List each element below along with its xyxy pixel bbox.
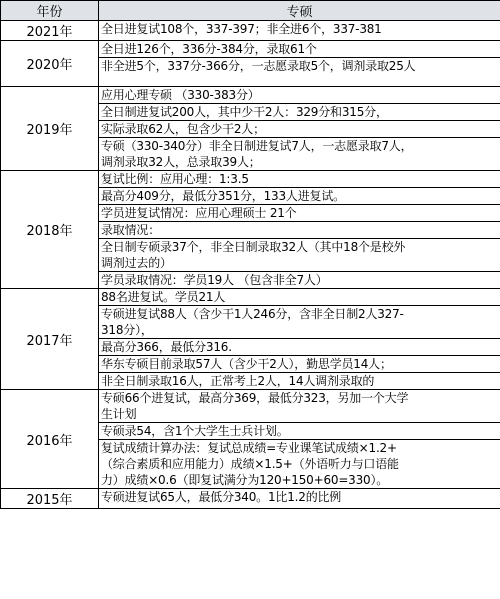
detail-spacer [99,74,500,86]
table-row [1,171,500,289]
detail-line: 华东专硕目前录取57人（含少干2人），勤思学员14人； [99,355,500,372]
detail-line: 88名进复试。学员21人 [101,290,226,304]
detail-line: 专硕录54，含1个大学生士兵计划。 [99,422,500,439]
detail-line: 复试成绩计算办法：复试总成绩=专业课笔试成绩×1.2+ [99,439,500,456]
detail-cell [99,41,500,87]
detail-line: 实际录取62人，包含少干2人； [99,120,500,137]
table-row [1,390,500,489]
detail-line: 非全日制录取16人，正常考上2人，14人调剂录取的 [99,372,500,389]
detail-line: 318分）， [101,323,153,337]
detail-line: 专硕进复试88人（含少干1人246分，含非全日制2人327- [99,305,500,322]
detail-line: 学员录取情况：学员19人 （包含非全7人） [99,271,500,288]
year-cell: 2019年 [1,87,99,171]
detail-line: 全日进复试108个，337-397；非全进6个，337-381 [101,22,382,36]
detail-line: 全日进126个，336分-384分，录取61个 [101,42,317,56]
detail-cell [99,489,500,509]
year-column-header: 年份 [1,1,99,21]
year-cell: 2021年 [1,21,99,41]
table-row [1,21,500,41]
header-row [1,1,500,21]
table-row [1,489,500,509]
table-row [1,87,500,171]
detail-line: 非全进5个，337分-366分，一志愿录取5个，调剂录取25人 [99,57,500,74]
year-cell: 2017年 [1,289,99,390]
detail-line: 最高分409分，最低分351分，133人进复试。 [99,187,500,204]
year-cell: 2016年 [1,390,99,489]
detail-line: 学员进复试情况：应用心理硕士 21个 [99,204,500,221]
detail-cell [99,21,500,41]
table-row [1,41,500,87]
detail-line: 力）成绩×0.6（即复试满分为120+150+60=330）。 [101,473,389,487]
detail-line: 专硕进复试65人，最低分340。1比1.2的比例 [101,490,342,504]
year-cell: 2020年 [1,41,99,87]
detail-cell [99,390,500,489]
detail-line: 最高分366，最低分316. [99,338,500,355]
year-cell: 2015年 [1,489,99,509]
detail-line: 专硕（330-340分）非全日制进复试7人，一志愿录取7人， [99,137,500,154]
detail-line: 专硕66个进复试，最高分369，最低分323，另加一个大学 [101,391,409,405]
detail-line: 全日制专硕录37个，非全日制录取32人（其中18个是校外 [99,238,500,255]
detail-line: （综合素质和应用能力）成绩×1.5+（外语听力与口语能 [101,457,399,471]
detail-column-header: 专硕 [99,1,500,21]
detail-cell [99,87,500,171]
table-row [1,289,500,390]
detail-line: 生计划 [101,407,137,421]
year-cell: 2018年 [1,171,99,289]
detail-cell [99,289,500,390]
detail-cell [99,171,500,289]
detail-line: 复试比例：应用心理：1:3.5 [101,172,249,186]
detail-line: 应用心理专硕 （330-383分） [101,88,260,102]
detail-line: 调剂过去的） [101,256,172,270]
detail-line: 调剂录取32人，总录取39人； [101,155,261,169]
detail-line: 录取情况： [99,221,500,238]
detail-line: 全日制进复试200人，其中少干2人：329分和315分， [99,103,500,120]
